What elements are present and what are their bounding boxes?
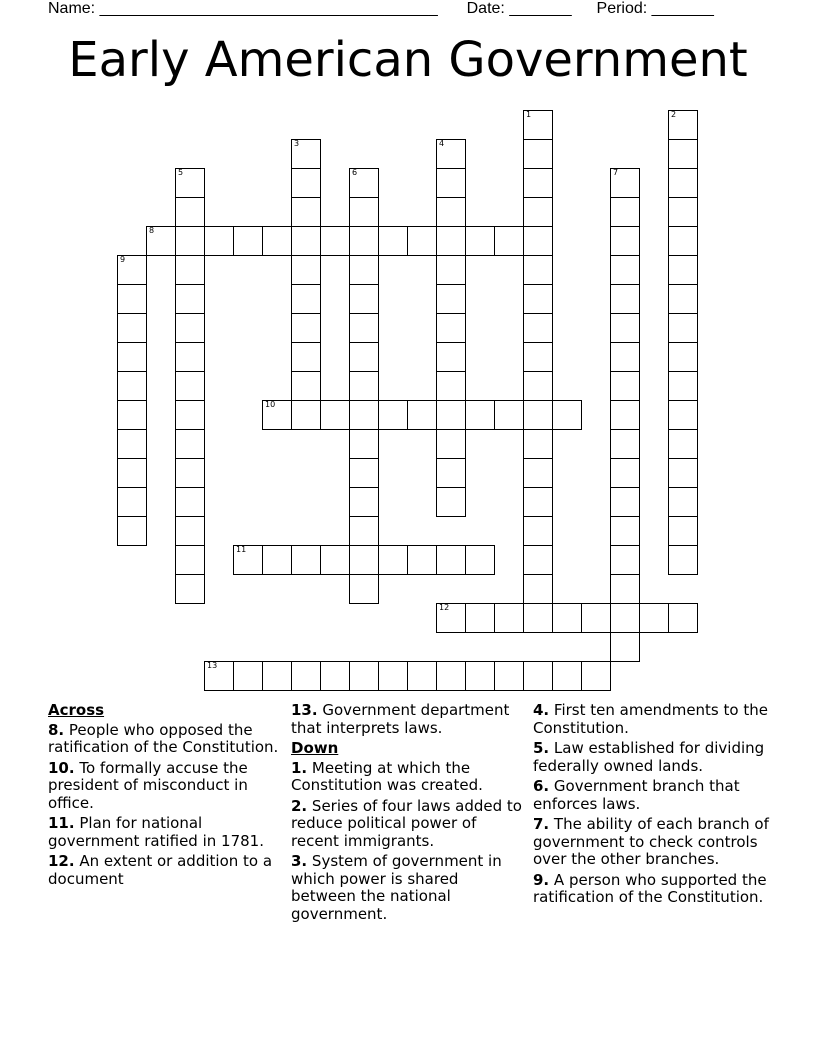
clue-text: An extent or addition to a document bbox=[48, 852, 273, 888]
grid-cell[interactable] bbox=[668, 458, 698, 488]
clue-number: 5. bbox=[533, 739, 550, 757]
grid-cell[interactable] bbox=[523, 661, 553, 691]
clue-number: 3. bbox=[291, 852, 308, 870]
grid-cell[interactable] bbox=[349, 429, 379, 459]
grid-cell[interactable] bbox=[436, 400, 466, 430]
grid-cell[interactable] bbox=[668, 255, 698, 285]
grid-cell[interactable] bbox=[291, 197, 321, 227]
grid-cell[interactable] bbox=[175, 226, 205, 256]
grid-cell[interactable] bbox=[291, 139, 321, 169]
grid-cell[interactable] bbox=[349, 487, 379, 517]
grid-cell[interactable] bbox=[523, 429, 553, 459]
grid-cell[interactable] bbox=[436, 342, 466, 372]
grid-cell[interactable] bbox=[117, 371, 147, 401]
grid-cell[interactable] bbox=[581, 661, 611, 691]
grid-cell[interactable] bbox=[349, 284, 379, 314]
clue-number: 9. bbox=[533, 870, 550, 889]
grid-cell[interactable] bbox=[523, 284, 553, 314]
grid-cell[interactable] bbox=[204, 226, 234, 256]
grid-cell[interactable] bbox=[233, 661, 263, 691]
clue-across-12 bbox=[48, 853, 283, 888]
grid-cell[interactable] bbox=[262, 545, 292, 575]
grid-cell[interactable] bbox=[378, 226, 408, 256]
grid-cell[interactable] bbox=[378, 545, 408, 575]
page-title: Early American Government bbox=[68, 32, 748, 88]
grid-cell[interactable] bbox=[523, 168, 553, 198]
grid-cell[interactable] bbox=[349, 574, 379, 604]
clue-text: First ten amendments to the Constitution. bbox=[533, 701, 768, 737]
clue-down-4 bbox=[533, 702, 773, 737]
grid-cell[interactable] bbox=[523, 110, 553, 140]
clues-column-3 bbox=[533, 702, 773, 910]
grid-cell[interactable] bbox=[117, 342, 147, 372]
grid-cell[interactable] bbox=[610, 255, 640, 285]
grid-cell[interactable] bbox=[610, 545, 640, 575]
grid-cell[interactable] bbox=[465, 226, 495, 256]
grid-cell[interactable] bbox=[552, 661, 582, 691]
grid-cell[interactable] bbox=[291, 342, 321, 372]
grid-cell[interactable] bbox=[610, 284, 640, 314]
grid-cell[interactable] bbox=[523, 313, 553, 343]
clue-number: 7. bbox=[533, 815, 550, 833]
grid-cell[interactable] bbox=[523, 255, 553, 285]
grid-cell[interactable] bbox=[436, 371, 466, 401]
grid-cell[interactable] bbox=[668, 400, 698, 430]
clue-number-label: 13 bbox=[207, 661, 218, 670]
grid-cell[interactable] bbox=[291, 168, 321, 198]
grid-cell[interactable] bbox=[610, 458, 640, 488]
grid-cell[interactable] bbox=[320, 400, 350, 430]
clue-number: 1. bbox=[291, 758, 308, 777]
grid-cell[interactable] bbox=[436, 255, 466, 285]
across-heading: Across bbox=[48, 701, 105, 719]
grid-cell[interactable] bbox=[349, 371, 379, 401]
grid-cell[interactable] bbox=[291, 400, 321, 430]
grid-cell[interactable] bbox=[117, 284, 147, 314]
grid-cell[interactable] bbox=[175, 313, 205, 343]
clue-number-label: 2 bbox=[671, 110, 677, 119]
grid-cell[interactable] bbox=[494, 603, 524, 633]
grid-cell[interactable] bbox=[175, 545, 205, 575]
grid-cell[interactable] bbox=[610, 487, 640, 517]
grid-cell[interactable] bbox=[436, 226, 466, 256]
clue-down-9 bbox=[533, 872, 773, 907]
grid-cell[interactable] bbox=[436, 458, 466, 488]
clue-number-label: 5 bbox=[178, 168, 184, 177]
clue-across-8 bbox=[48, 722, 283, 757]
grid-cell[interactable] bbox=[523, 226, 553, 256]
grid-cell[interactable] bbox=[378, 661, 408, 691]
clue-number-label: 11 bbox=[236, 545, 247, 554]
grid-cell[interactable] bbox=[523, 197, 553, 227]
grid-cell[interactable] bbox=[349, 661, 379, 691]
clue-number-label: 7 bbox=[613, 168, 619, 177]
grid-cell[interactable] bbox=[436, 545, 466, 575]
clue-down-5 bbox=[533, 740, 773, 775]
period-field-label[interactable]: Period: _______ bbox=[596, 0, 714, 17]
grid-cell[interactable] bbox=[668, 545, 698, 575]
grid-cell[interactable] bbox=[262, 661, 292, 691]
grid-cell[interactable] bbox=[175, 197, 205, 227]
grid-cell[interactable] bbox=[175, 516, 205, 546]
grid-cell[interactable] bbox=[262, 400, 292, 430]
grid-cell[interactable] bbox=[523, 371, 553, 401]
grid-cell[interactable] bbox=[436, 429, 466, 459]
grid-cell[interactable] bbox=[552, 400, 582, 430]
grid-cell[interactable] bbox=[494, 400, 524, 430]
grid-cell[interactable] bbox=[320, 545, 350, 575]
clue-number: 13. bbox=[291, 701, 318, 719]
grid-cell[interactable] bbox=[610, 168, 640, 198]
grid-cell[interactable] bbox=[117, 255, 147, 285]
grid-cell[interactable] bbox=[146, 226, 176, 256]
clue-down-2 bbox=[291, 798, 526, 851]
grid-cell[interactable] bbox=[407, 661, 437, 691]
grid-cell[interactable] bbox=[523, 458, 553, 488]
grid-cell[interactable] bbox=[233, 226, 263, 256]
clue-text: Series of four laws added to reduce political power of recent immigrants. bbox=[291, 796, 522, 850]
clue-text: Government department that interprets laws. bbox=[291, 701, 510, 737]
grid-cell[interactable] bbox=[175, 342, 205, 372]
grid-cell[interactable] bbox=[610, 603, 640, 633]
clue-number-label: 1 bbox=[526, 110, 532, 119]
grid-cell[interactable] bbox=[233, 545, 263, 575]
grid-cell[interactable] bbox=[494, 226, 524, 256]
grid-cell[interactable] bbox=[523, 400, 553, 430]
grid-cell[interactable] bbox=[668, 516, 698, 546]
clue-number: 2. bbox=[291, 796, 308, 815]
grid-cell[interactable] bbox=[407, 226, 437, 256]
name-field-label[interactable]: Name: ______________________________________ bbox=[48, 0, 438, 17]
grid-cell[interactable] bbox=[610, 400, 640, 430]
grid-cell[interactable] bbox=[175, 284, 205, 314]
grid-cell[interactable] bbox=[320, 226, 350, 256]
grid-cell[interactable] bbox=[291, 661, 321, 691]
grid-cell[interactable] bbox=[117, 313, 147, 343]
clue-number: 6. bbox=[533, 777, 550, 795]
clue-down-6 bbox=[533, 778, 773, 813]
clue-number-label: 10 bbox=[265, 400, 276, 409]
grid-cell[interactable] bbox=[291, 284, 321, 314]
grid-cell[interactable] bbox=[668, 603, 698, 633]
clue-text: A person who supported the ratification of the Constitution. bbox=[533, 870, 767, 906]
clue-text: System of government in which power is shared between the national government. bbox=[291, 852, 502, 923]
clue-number-label: 6 bbox=[352, 168, 358, 177]
clue-number: 4. bbox=[533, 701, 550, 719]
clue-number: 11. bbox=[48, 814, 75, 832]
grid-cell[interactable] bbox=[523, 516, 553, 546]
grid-cell[interactable] bbox=[175, 574, 205, 604]
clue-number-label: 3 bbox=[294, 139, 300, 148]
grid-cell[interactable] bbox=[117, 429, 147, 459]
clue-number: 12. bbox=[48, 852, 75, 870]
grid-cell[interactable] bbox=[291, 226, 321, 256]
clue-number: 10. bbox=[48, 758, 75, 777]
clue-number-label: 12 bbox=[439, 603, 450, 612]
grid-cell[interactable] bbox=[291, 255, 321, 285]
grid-cell[interactable] bbox=[436, 139, 466, 169]
grid-cell[interactable] bbox=[291, 545, 321, 575]
clue-down-1 bbox=[291, 760, 526, 795]
clue-down-7 bbox=[533, 816, 773, 869]
clue-number-label: 8 bbox=[149, 226, 155, 235]
grid-cell[interactable] bbox=[291, 313, 321, 343]
grid-cell[interactable] bbox=[610, 516, 640, 546]
grid-cell[interactable] bbox=[436, 197, 466, 227]
grid-cell[interactable] bbox=[581, 603, 611, 633]
grid-cell[interactable] bbox=[668, 110, 698, 140]
grid-cell[interactable] bbox=[349, 458, 379, 488]
grid-cell[interactable] bbox=[291, 371, 321, 401]
date-field-label[interactable]: Date: _______ bbox=[466, 0, 572, 17]
grid-cell[interactable] bbox=[204, 661, 234, 691]
grid-cell[interactable] bbox=[465, 545, 495, 575]
grid-cell[interactable] bbox=[175, 487, 205, 517]
clues-column-2 bbox=[291, 702, 526, 926]
clue-text: People who opposed the ratification of the Constitution. bbox=[48, 720, 279, 756]
grid-cell[interactable] bbox=[668, 429, 698, 459]
grid-cell[interactable] bbox=[320, 661, 350, 691]
clue-text: Plan for national government ratified in 1781. bbox=[48, 814, 264, 850]
grid-cell[interactable] bbox=[610, 197, 640, 227]
grid-cell[interactable] bbox=[117, 458, 147, 488]
grid-cell[interactable] bbox=[668, 284, 698, 314]
grid-cell[interactable] bbox=[407, 545, 437, 575]
grid-cell[interactable] bbox=[349, 516, 379, 546]
clue-down-3 bbox=[291, 853, 526, 923]
grid-cell[interactable] bbox=[436, 661, 466, 691]
grid-cell[interactable] bbox=[523, 342, 553, 372]
grid-cell[interactable] bbox=[117, 400, 147, 430]
clue-number-label: 4 bbox=[439, 139, 445, 148]
grid-cell[interactable] bbox=[349, 342, 379, 372]
grid-cell[interactable] bbox=[175, 429, 205, 459]
grid-cell[interactable] bbox=[262, 226, 292, 256]
grid-cell[interactable] bbox=[349, 197, 379, 227]
grid-cell[interactable] bbox=[610, 226, 640, 256]
grid-cell[interactable] bbox=[668, 487, 698, 517]
grid-cell[interactable] bbox=[436, 284, 466, 314]
grid-cell[interactable] bbox=[436, 168, 466, 198]
grid-cell[interactable] bbox=[639, 603, 669, 633]
grid-cell[interactable] bbox=[349, 255, 379, 285]
grid-cell[interactable] bbox=[523, 545, 553, 575]
grid-cell[interactable] bbox=[552, 603, 582, 633]
grid-cell[interactable] bbox=[610, 574, 640, 604]
grid-cell[interactable] bbox=[610, 429, 640, 459]
grid-cell[interactable] bbox=[436, 603, 466, 633]
grid-cell[interactable] bbox=[175, 168, 205, 198]
grid-cell[interactable] bbox=[349, 168, 379, 198]
grid-cell[interactable] bbox=[668, 226, 698, 256]
grid-cell[interactable] bbox=[378, 400, 408, 430]
grid-cell[interactable] bbox=[494, 661, 524, 691]
grid-cell[interactable] bbox=[436, 313, 466, 343]
grid-cell[interactable] bbox=[175, 255, 205, 285]
grid-cell[interactable] bbox=[610, 313, 640, 343]
grid-cell[interactable] bbox=[523, 139, 553, 169]
grid-cell[interactable] bbox=[610, 342, 640, 372]
grid-cell[interactable] bbox=[668, 371, 698, 401]
grid-cell[interactable] bbox=[523, 603, 553, 633]
grid-cell[interactable] bbox=[349, 545, 379, 575]
grid-cell[interactable] bbox=[175, 371, 205, 401]
grid-cell[interactable] bbox=[465, 603, 495, 633]
clue-text: Government branch that enforces laws. bbox=[533, 777, 740, 813]
clue-across-13 bbox=[291, 702, 526, 737]
down-heading: Down bbox=[291, 739, 339, 757]
clue-text: The ability of each branch of government to check controls over the other branches. bbox=[533, 815, 769, 868]
clue-number-label: 9 bbox=[120, 255, 126, 264]
clue-text: To formally accuse the president of misconduct in office. bbox=[48, 758, 248, 812]
grid-cell[interactable] bbox=[668, 342, 698, 372]
clue-number: 8. bbox=[48, 720, 65, 739]
grid-cell[interactable] bbox=[668, 197, 698, 227]
grid-cell[interactable] bbox=[668, 313, 698, 343]
grid-cell[interactable] bbox=[175, 400, 205, 430]
grid-cell[interactable] bbox=[117, 487, 147, 517]
grid-cell[interactable] bbox=[436, 487, 466, 517]
clue-across-11 bbox=[48, 815, 283, 850]
grid-cell[interactable] bbox=[117, 516, 147, 546]
grid-cell[interactable] bbox=[175, 458, 205, 488]
clue-text: Meeting at which the Constitution was created. bbox=[291, 758, 483, 794]
clues-column-1 bbox=[48, 702, 283, 891]
grid-cell[interactable] bbox=[407, 400, 437, 430]
clue-across-10 bbox=[48, 760, 283, 813]
grid-cell[interactable] bbox=[465, 661, 495, 691]
grid-cell[interactable] bbox=[349, 226, 379, 256]
grid-cell[interactable] bbox=[349, 400, 379, 430]
grid-cell[interactable] bbox=[465, 400, 495, 430]
grid-cell[interactable] bbox=[668, 168, 698, 198]
grid-cell[interactable] bbox=[523, 574, 553, 604]
grid-cell[interactable] bbox=[610, 371, 640, 401]
grid-cell[interactable] bbox=[610, 632, 640, 662]
clue-text: Law established for dividing federally owned lands. bbox=[533, 739, 765, 775]
grid-cell[interactable] bbox=[523, 487, 553, 517]
grid-cell[interactable] bbox=[668, 139, 698, 169]
grid-cell[interactable] bbox=[349, 313, 379, 343]
